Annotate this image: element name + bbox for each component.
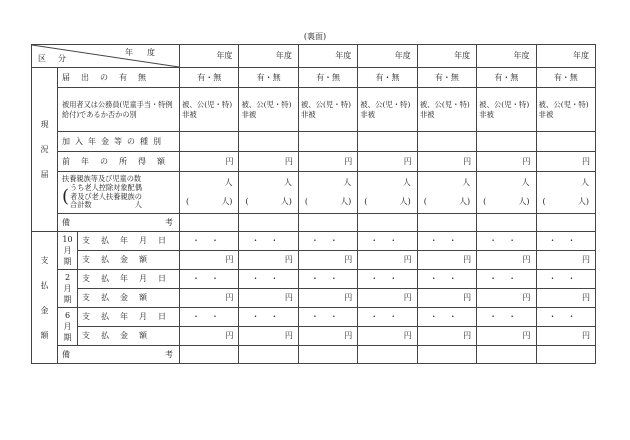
payment-date-cell[interactable]: [180, 232, 239, 251]
payment-date-label: [78, 232, 180, 251]
payment-amount-cell[interactable]: [536, 327, 595, 346]
text: ・・: [429, 236, 468, 245]
status-employee-row: [32, 88, 596, 132]
text: 年度: [394, 51, 411, 60]
text: 有・無: [316, 72, 341, 82]
remarks-char: 備: [62, 217, 70, 227]
payment-date-row: [32, 232, 596, 251]
income-cell[interactable]: [298, 152, 357, 172]
payment-date-cell[interactable]: [358, 308, 417, 327]
payment-remarks-cell[interactable]: [298, 346, 357, 364]
payment-remarks-cell[interactable]: [358, 346, 417, 364]
payment-remarks-label: [58, 346, 180, 364]
payment-date-cell[interactable]: [298, 232, 357, 251]
payment-char: 払: [40, 280, 49, 290]
payment-date-cell[interactable]: [536, 232, 595, 251]
text: 有・無: [197, 72, 222, 82]
text: 円: [522, 156, 531, 166]
text: 円: [403, 331, 412, 340]
text: 年度: [513, 51, 530, 60]
status-remarks-cell[interactable]: [180, 214, 239, 232]
dependents-cell[interactable]: [298, 172, 357, 214]
text: 人): [280, 197, 292, 206]
text: 有・無: [256, 72, 281, 82]
status-income-row: [32, 152, 596, 172]
income-label: [58, 152, 180, 172]
payment-amount-cell[interactable]: [298, 289, 357, 308]
text: (: [423, 197, 427, 206]
text: 有・無: [375, 72, 400, 82]
text: 被、公(児・特)非被: [419, 100, 470, 119]
status-remarks-cell[interactable]: [536, 214, 595, 232]
status-remarks-label: [58, 214, 180, 232]
payment-amount-row: [32, 251, 596, 270]
text: 人): [221, 197, 233, 206]
text: ・・: [548, 312, 587, 321]
notify-cell[interactable]: [417, 68, 476, 88]
payment-remarks-cell[interactable]: [239, 346, 298, 364]
payment-date-cell[interactable]: [477, 308, 536, 327]
dependents-cell[interactable]: [239, 172, 298, 214]
income-cell[interactable]: [358, 152, 417, 172]
payment-remarks-cell[interactable]: [477, 346, 536, 364]
payment-date-cell[interactable]: [298, 270, 357, 289]
text: ・・: [310, 236, 349, 245]
text: 人: [462, 178, 471, 187]
employee-cell[interactable]: [298, 88, 357, 132]
text: 者及び老人扶養親族の: [70, 191, 142, 201]
text: ・・: [310, 312, 349, 321]
pension-cell[interactable]: [536, 132, 595, 152]
payment-date-cell[interactable]: [477, 270, 536, 289]
payment-date-cell[interactable]: [536, 308, 595, 327]
payment-date-cell[interactable]: [180, 308, 239, 327]
text: 円: [582, 255, 590, 264]
remarks-char: 考: [165, 217, 174, 227]
status-remarks-cell[interactable]: [358, 214, 417, 232]
month-char: 期: [63, 257, 72, 266]
text: ・・: [370, 236, 409, 245]
payment-date-cell[interactable]: [417, 308, 476, 327]
text: ・・: [548, 236, 587, 245]
status-notify-row: [32, 68, 596, 88]
text: 届出の有無: [62, 72, 157, 82]
text: 人): [577, 197, 589, 206]
dependents-cell[interactable]: [180, 172, 239, 214]
payment-date-cell[interactable]: [239, 308, 298, 327]
income-cell[interactable]: [536, 152, 595, 172]
notify-cell[interactable]: [477, 68, 536, 88]
notify-cell[interactable]: [180, 68, 239, 88]
payment-remarks-row: [32, 346, 596, 364]
text: 円: [284, 255, 293, 264]
text: 円: [284, 156, 293, 166]
payment-month-label: [58, 232, 78, 270]
text: ・・: [192, 312, 231, 321]
dependents-cell[interactable]: [477, 172, 536, 214]
payment-amount-row: [32, 289, 596, 308]
year-cell[interactable]: [358, 45, 417, 68]
month-char: 月: [63, 322, 72, 331]
header-category-label: 区分: [38, 54, 78, 63]
text: ・・: [370, 274, 409, 283]
pension-cell[interactable]: [477, 132, 536, 152]
status-char: 現: [40, 120, 49, 129]
payment-amount-cell[interactable]: [417, 251, 476, 270]
text: ・・: [251, 312, 290, 321]
payment-date-cell[interactable]: [417, 270, 476, 289]
text: 円: [463, 331, 472, 340]
status-remarks-cell[interactable]: [477, 214, 536, 232]
payment-date-cell[interactable]: [477, 232, 536, 251]
text: (: [483, 197, 487, 206]
page-caption: (裏面): [303, 32, 327, 41]
text: (: [304, 197, 308, 206]
text: 合計数: [70, 200, 92, 210]
text: 支払金額: [82, 293, 158, 302]
notify-label: [58, 68, 180, 88]
status-remarks-cell[interactable]: [417, 214, 476, 232]
month-char: 2: [64, 273, 71, 282]
employee-label: [58, 88, 180, 132]
text: 有・無: [494, 72, 519, 82]
text: 加入年金等の種別: [62, 136, 166, 146]
text: 年度: [573, 51, 589, 60]
text: 支払年月日: [82, 312, 177, 321]
text: 人: [402, 178, 411, 187]
text: 人: [343, 178, 352, 187]
status-remarks-cell[interactable]: [298, 214, 357, 232]
payment-date-label: [78, 270, 180, 289]
payment-char: 額: [40, 330, 49, 340]
text: 円: [463, 255, 472, 264]
text: ・・: [489, 274, 528, 283]
payment-remarks-cell[interactable]: [180, 346, 239, 364]
payment-amount-cell[interactable]: [417, 327, 476, 346]
text: ・・: [370, 312, 409, 321]
payment-month-label: [58, 270, 78, 308]
text: 年度: [454, 51, 471, 60]
text: 円: [344, 331, 353, 340]
month-char: 月: [63, 284, 72, 293]
dependents-label: [58, 172, 180, 214]
employee-cell[interactable]: [239, 88, 298, 132]
month-char: 6: [64, 311, 71, 320]
year-cell[interactable]: [239, 45, 298, 68]
payment-amount-cell[interactable]: [358, 251, 417, 270]
payment-amount-cell[interactable]: [239, 289, 298, 308]
status-payment-table: [31, 44, 596, 364]
text: 円: [463, 156, 472, 166]
year-cell[interactable]: [536, 45, 595, 68]
month-char: 期: [63, 333, 72, 342]
payment-date-row: [32, 308, 596, 327]
text: 支払金額: [82, 255, 158, 264]
text: 円: [522, 255, 531, 264]
text: 年度: [275, 51, 292, 60]
header-diagonal-cell: [32, 45, 180, 68]
text: 有・無: [553, 72, 578, 82]
text: ・・: [489, 236, 528, 245]
text: 扶養親族等及び児童の数: [62, 174, 142, 184]
payment-amount-cell[interactable]: [536, 251, 595, 270]
text: 前年の所得額: [62, 156, 176, 166]
text: 円: [344, 156, 353, 166]
payment-amount-cell[interactable]: [536, 289, 595, 308]
income-cell[interactable]: [239, 152, 298, 172]
income-cell[interactable]: [477, 152, 536, 172]
text: 円: [344, 293, 353, 302]
remarks-char: 備: [62, 349, 70, 359]
text: ・・: [251, 274, 290, 283]
employee-cell[interactable]: [358, 88, 417, 132]
text: 円: [403, 293, 412, 302]
text: 円: [403, 156, 412, 166]
status-char: 況: [40, 145, 49, 154]
text: 人: [283, 178, 292, 187]
payment-amount-row: [32, 327, 596, 346]
text: (: [186, 197, 190, 206]
text: 年度: [335, 51, 352, 60]
text: 円: [225, 331, 234, 340]
pension-cell[interactable]: [239, 132, 298, 152]
payment-date-cell[interactable]: [536, 270, 595, 289]
text: 人): [518, 197, 530, 206]
text: 円: [284, 293, 293, 302]
text: 円: [582, 331, 590, 340]
text: 被、公(児・特)非被: [360, 100, 411, 119]
text: 被、公(児・特)非被: [538, 100, 589, 119]
payment-amount-cell[interactable]: [239, 327, 298, 346]
payment-amount-cell[interactable]: [298, 251, 357, 270]
employee-cell[interactable]: [180, 88, 239, 132]
status-remarks-cell[interactable]: [239, 214, 298, 232]
pension-cell[interactable]: [298, 132, 357, 152]
text: 有・無: [434, 72, 459, 82]
text: (: [364, 197, 368, 206]
text: (: [542, 197, 546, 206]
text: 円: [284, 331, 293, 340]
text: 人): [340, 197, 352, 206]
payment-date-cell[interactable]: [417, 232, 476, 251]
notify-cell[interactable]: [536, 68, 595, 88]
text: ・・: [251, 236, 290, 245]
year-cell[interactable]: [180, 45, 239, 68]
payment-char: 金: [40, 305, 49, 315]
header-year-label: 年度: [125, 48, 170, 57]
pension-label: [58, 132, 180, 152]
text: ・・: [429, 274, 468, 283]
notify-cell[interactable]: [239, 68, 298, 88]
text: 円: [225, 156, 234, 166]
text: 円: [582, 156, 590, 166]
month-char: 月: [63, 246, 72, 255]
payment-amount-cell[interactable]: [417, 289, 476, 308]
bracket-open: (: [62, 185, 70, 207]
payment-date-row: [32, 270, 596, 289]
payment-amount-cell[interactable]: [477, 251, 536, 270]
text: うち老人控除対象配偶: [70, 182, 142, 192]
employee-cell[interactable]: [536, 88, 595, 132]
text: 支払年月日: [82, 236, 177, 245]
text: 被、公(児・特)非被: [479, 100, 530, 119]
payment-amount-label: [78, 251, 180, 270]
income-cell[interactable]: [180, 152, 239, 172]
employee-cell[interactable]: [477, 88, 536, 132]
text: ・・: [489, 312, 528, 321]
text: ・・: [310, 274, 349, 283]
text: 円: [344, 255, 353, 264]
payment-date-cell[interactable]: [358, 270, 417, 289]
text: ・・: [429, 312, 468, 321]
text: 支払金額: [82, 331, 158, 340]
payment-date-cell[interactable]: [180, 270, 239, 289]
payment-date-cell[interactable]: [239, 232, 298, 251]
text: 人: [224, 178, 233, 187]
year-cell[interactable]: [298, 45, 357, 68]
text: 年度: [216, 51, 233, 60]
text: 人: [581, 178, 589, 187]
text: 円: [225, 293, 234, 302]
payment-date-cell[interactable]: [358, 232, 417, 251]
payment-amount-cell[interactable]: [180, 251, 239, 270]
payment-amount-cell[interactable]: [358, 289, 417, 308]
income-cell[interactable]: [417, 152, 476, 172]
text: 支払年月日: [82, 274, 177, 283]
payment-amount-cell[interactable]: [180, 327, 239, 346]
payment-group-label: [32, 232, 58, 364]
text: 人): [399, 197, 411, 206]
year-cell[interactable]: [477, 45, 536, 68]
month-char: 期: [63, 295, 72, 304]
payment-amount-label: [78, 289, 180, 308]
text: 円: [463, 293, 472, 302]
text: ・・: [192, 274, 231, 283]
text: ・・: [192, 236, 231, 245]
payment-amount-cell[interactable]: [239, 251, 298, 270]
payment-month-label: [58, 308, 78, 346]
pension-cell[interactable]: [358, 132, 417, 152]
text: 円: [582, 293, 590, 302]
text: 人: [521, 178, 530, 187]
payment-date-label: [78, 308, 180, 327]
payment-amount-cell[interactable]: [477, 327, 536, 346]
text: 被、公(児・特)非被: [300, 100, 351, 119]
remarks-char: 考: [165, 349, 174, 359]
dependents-cell[interactable]: [536, 172, 595, 214]
text: 円: [403, 255, 412, 264]
year-cell[interactable]: [417, 45, 476, 68]
payment-remarks-cell[interactable]: [417, 346, 476, 364]
dependents-cell[interactable]: [358, 172, 417, 214]
status-dependents-row: [32, 172, 596, 214]
payment-date-cell[interactable]: [298, 308, 357, 327]
status-remarks-row: [32, 214, 596, 232]
month-char: 10: [62, 235, 73, 244]
payment-amount-cell[interactable]: [477, 289, 536, 308]
employee-cell[interactable]: [417, 88, 476, 132]
payment-amount-cell[interactable]: [358, 327, 417, 346]
text: 円: [522, 293, 531, 302]
text: 被、公(児・特)非被: [241, 100, 292, 119]
payment-amount-cell[interactable]: [298, 327, 357, 346]
status-pension-row: [32, 132, 596, 152]
text: 人): [459, 197, 471, 206]
text: 円: [225, 255, 234, 264]
text: 被用者又は公務員(児童手当・特例給付)であるか否かの別: [62, 99, 173, 119]
text: ・・: [548, 274, 587, 283]
status-group-label: [32, 68, 58, 232]
pension-cell[interactable]: [417, 132, 476, 152]
dependents-cell[interactable]: [417, 172, 476, 214]
pension-cell[interactable]: [180, 132, 239, 152]
text: 円: [522, 331, 531, 340]
text: (: [245, 197, 249, 206]
header-row: [32, 45, 596, 68]
status-char: 届: [40, 170, 49, 179]
payment-date-cell[interactable]: [239, 270, 298, 289]
notify-cell[interactable]: [298, 68, 357, 88]
payment-amount-cell[interactable]: [180, 289, 239, 308]
payment-amount-label: [78, 327, 180, 346]
payment-char: 支: [40, 255, 49, 265]
text: 被、公(児・特)非被: [182, 100, 233, 119]
payment-remarks-cell[interactable]: [536, 346, 595, 364]
text: 人: [134, 200, 142, 210]
notify-cell[interactable]: [358, 68, 417, 88]
